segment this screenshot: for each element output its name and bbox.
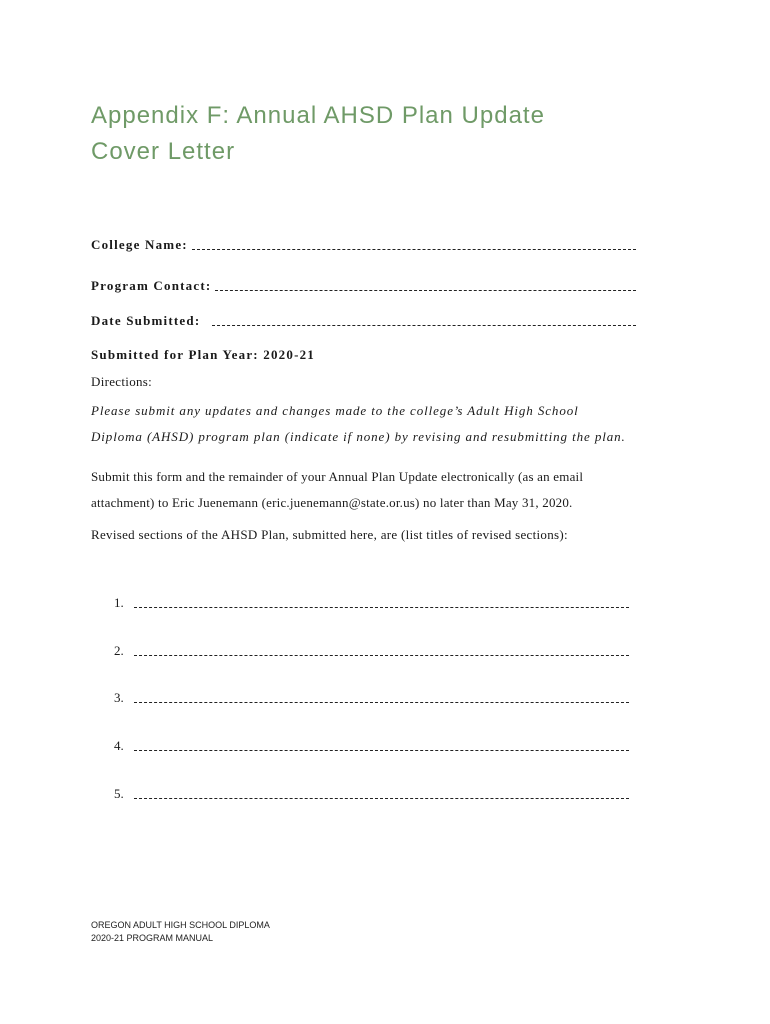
program-contact-field[interactable] bbox=[91, 278, 636, 294]
revised-section-item[interactable] bbox=[114, 786, 629, 802]
college-name-field[interactable] bbox=[91, 237, 636, 253]
program-contact-blank[interactable] bbox=[215, 289, 636, 291]
revised-section-blank[interactable] bbox=[134, 701, 629, 703]
date-submitted-blank[interactable] bbox=[212, 324, 636, 326]
list-number: 2. bbox=[114, 643, 124, 658]
directions-text: Please submit any updates and changes made to the college’s Adult High School Diploma (AHSD) program plan (indicate if none) by revising and resubmitting the plan. bbox=[91, 403, 626, 444]
program-contact-label: Program Contact: bbox=[91, 278, 212, 293]
page-title bbox=[91, 98, 651, 170]
revised-sections-prompt: Revised sections of the AHSD Plan, submitted here, are (list titles of revised sections): bbox=[91, 527, 568, 542]
list-number: 1. bbox=[114, 595, 124, 610]
college-name-label: College Name: bbox=[91, 237, 188, 252]
revised-section-item[interactable] bbox=[114, 595, 629, 611]
revised-section-item[interactable] bbox=[114, 690, 629, 706]
date-submitted-field[interactable] bbox=[91, 313, 636, 329]
plan-year-heading: Submitted for Plan Year: 2020-21 bbox=[91, 347, 315, 362]
list-number: 4. bbox=[114, 738, 124, 753]
revised-section-item[interactable] bbox=[114, 643, 629, 659]
revised-section-blank[interactable] bbox=[134, 606, 629, 608]
footer-line-1: OREGON ADULT HIGH SCHOOL DIPLOMA bbox=[91, 920, 270, 930]
college-name-blank[interactable] bbox=[192, 248, 636, 250]
list-number: 3. bbox=[114, 690, 124, 705]
revised-section-blank[interactable] bbox=[134, 797, 629, 799]
list-number: 5. bbox=[114, 786, 124, 801]
footer-line-2: 2020-21 PROGRAM MANUAL bbox=[91, 933, 214, 943]
directions-label: Directions: bbox=[91, 374, 153, 389]
title-line-2: Cover Letter bbox=[91, 138, 236, 165]
submit-instructions: Submit this form and the remainder of your Annual Plan Update electronically (as an email attachment) to Eric Juenemann (eric.juenemann@state.or.us) no later than May 31, 2020. bbox=[91, 469, 584, 510]
revised-section-blank[interactable] bbox=[134, 654, 629, 656]
date-submitted-label: Date Submitted: bbox=[91, 313, 201, 328]
title-line-1: Appendix F: Annual AHSD Plan Update bbox=[91, 102, 545, 129]
revised-section-item[interactable] bbox=[114, 738, 629, 754]
revised-section-blank[interactable] bbox=[134, 749, 629, 751]
page-footer bbox=[91, 919, 270, 945]
